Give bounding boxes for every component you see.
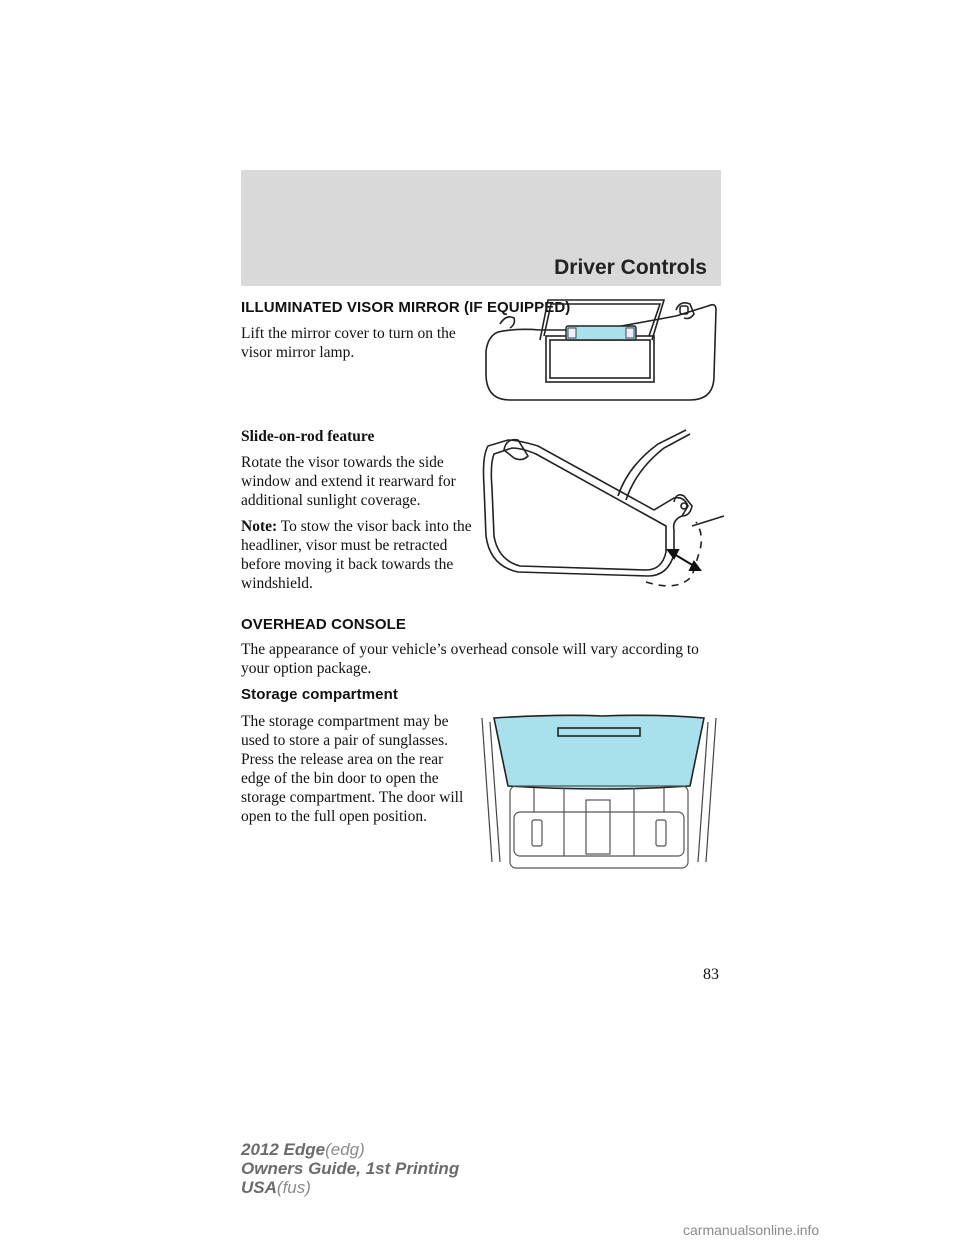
section-title: Driver Controls <box>554 256 707 279</box>
visor-slide-illustration-icon <box>478 426 728 596</box>
visor-mirror-body: Lift the mirror cover to turn on the visor mirror lamp. <box>241 325 456 361</box>
section-header-band <box>241 170 721 286</box>
footer-region: USA <box>241 1178 277 1197</box>
footer-region-code: (fus) <box>276 1178 311 1197</box>
visor-mirror-heading: ILLUMINATED VISOR MIRROR (IF EQUIPPED) <box>241 299 571 316</box>
overhead-console-heading: OVERHEAD CONSOLE <box>241 616 406 633</box>
footer <box>241 1140 459 1197</box>
page-number: 83 <box>703 966 719 983</box>
footer-model-code: (edg) <box>325 1140 365 1159</box>
storage-body: The storage compartment may be used to store a pair of sunglasses. Press the release area on the rear edge of the bin door to open the storage compartment. The door will open to the full open position. <box>241 713 464 825</box>
footer-model: 2012 Edge <box>241 1140 326 1159</box>
note-label: Note: <box>241 518 278 535</box>
footer-guide: Owners Guide, 1st Printing <box>241 1159 460 1178</box>
slide-on-rod-heading: Slide-on-rod feature <box>241 428 375 445</box>
slide-on-rod-note <box>241 517 473 593</box>
slide-on-rod-body: Rotate the visor towards the side window and extend it rearward for additional sunlight coverage. <box>241 454 456 509</box>
visor-mirror-illustration-icon <box>480 296 720 406</box>
watermark-text: carmanualsonline.info <box>683 1222 820 1238</box>
overhead-console-illustration-icon <box>478 712 728 872</box>
note-body: To stow the visor back into the headliner, visor must be retracted before moving it back towards the windshield. <box>241 518 472 592</box>
overhead-console-body: The appearance of your vehicle’s overhead console will vary according to your option package. <box>241 641 699 677</box>
storage-heading: Storage compartment <box>241 686 398 703</box>
